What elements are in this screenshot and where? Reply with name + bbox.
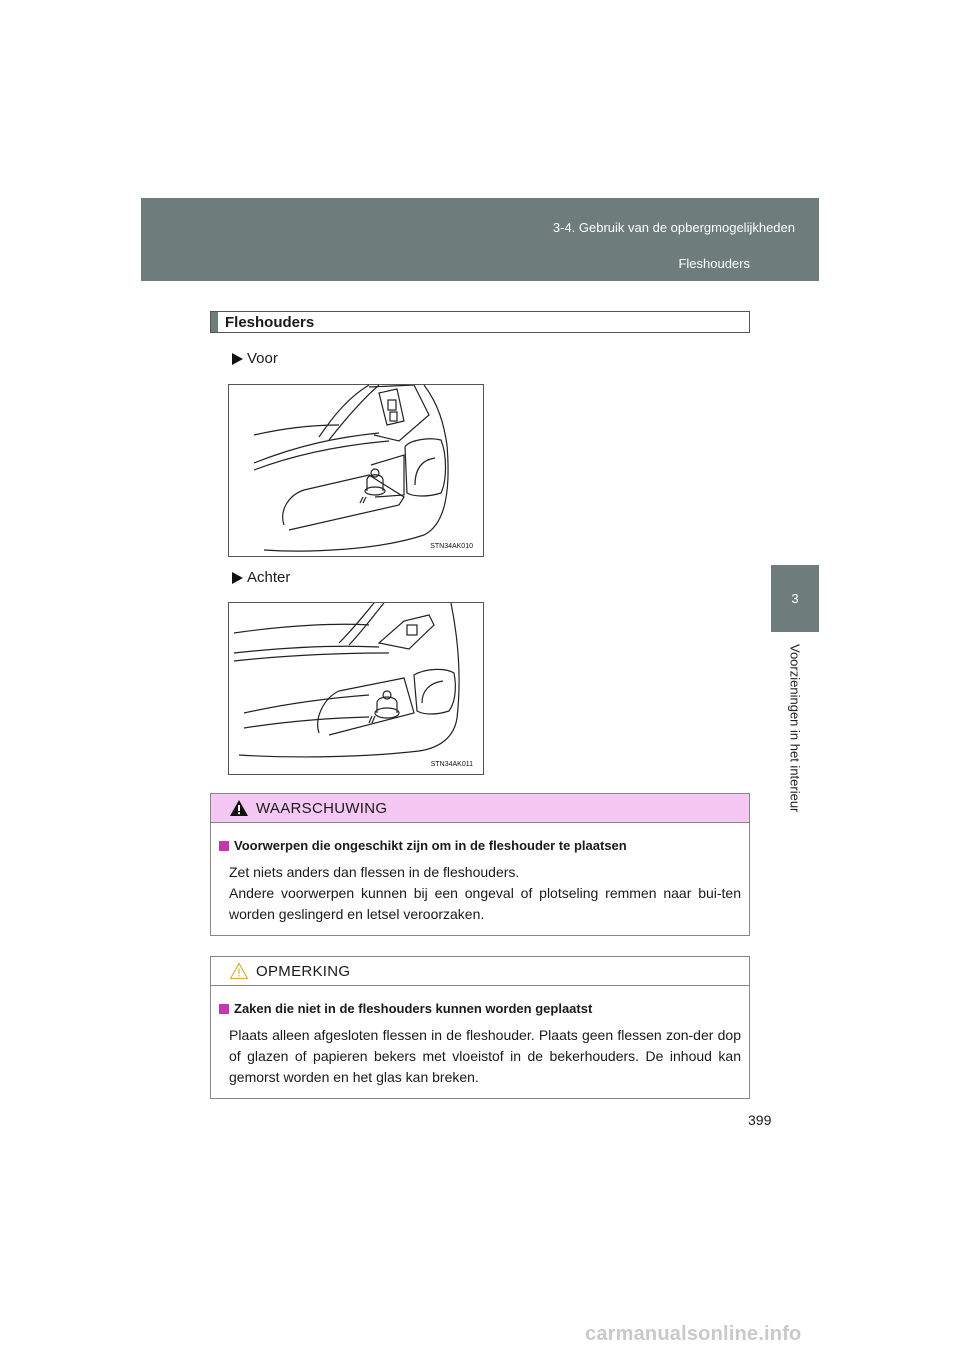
front-cup-holder-illustration	[228, 384, 484, 557]
square-bullet-icon	[219, 1004, 229, 1014]
warning-subtitle	[219, 835, 741, 856]
notice-box	[210, 956, 750, 1099]
arrow-icon	[232, 572, 243, 584]
notice-subtitle-text: Zaken die niet in de fleshouders kunnen worden geplaatst	[234, 1001, 593, 1016]
warning-subtitle-text: Voorwerpen die ongeschikt zijn om in de fleshouder te plaatsen	[234, 838, 627, 853]
notice-paragraph: Plaats alleen afgesloten flessen in de fleshouder. Plaats geen flessen zon-der dop of glazen of papieren bekers met vloeistof in de bekerhouders. De inhoud kan gemorst worden en het glas kan breken.	[229, 1027, 741, 1085]
front-door-drawing	[229, 385, 483, 556]
warning-line-2: Andere voorwerpen kunnen bij een ongeval of plotseling remmen naar bui-ten worden geslingerd en letsel veroorzaken.	[229, 885, 741, 922]
chapter-tab-number: 3	[771, 565, 819, 632]
rear-cup-holder-illustration	[228, 602, 484, 775]
rear-label	[232, 569, 290, 586]
page-number: 399	[748, 1112, 772, 1128]
warning-body	[211, 823, 749, 925]
front-label-text: Voor	[247, 350, 278, 367]
header-section-title: 3-4. Gebruik van de opbergmogelijkheden	[552, 220, 795, 235]
rear-image-code: STN34AK011	[430, 761, 473, 768]
header-band	[141, 198, 819, 281]
warning-header	[211, 794, 749, 823]
rear-door-drawing	[229, 603, 483, 774]
arrow-icon	[232, 353, 243, 365]
watermark: carmanualsonline.info	[585, 1323, 802, 1345]
warning-text	[229, 862, 741, 925]
warning-box	[210, 793, 750, 936]
section-heading-text: Fleshouders	[225, 313, 315, 331]
notice-header	[211, 957, 749, 986]
notice-body	[211, 986, 749, 1088]
front-label	[232, 350, 278, 367]
heading-accent-bar	[211, 312, 218, 332]
header-topic-title: Fleshouders	[678, 256, 750, 271]
front-image-code: STN34AK010	[430, 543, 473, 550]
warning-title: WAARSCHUWING	[256, 799, 388, 817]
section-heading	[210, 311, 750, 333]
notice-text	[229, 1025, 741, 1088]
warning-icon	[229, 799, 249, 817]
notice-subtitle	[219, 998, 741, 1019]
rear-label-text: Achter	[247, 569, 291, 586]
notice-icon	[229, 962, 249, 980]
notice-title: OPMERKING	[256, 962, 351, 980]
warning-line-1: Zet niets anders dan flessen in de fleshouders.	[229, 864, 520, 880]
chapter-tab-label: Voorzieningen in het interieur	[787, 644, 803, 813]
square-bullet-icon	[219, 841, 229, 851]
